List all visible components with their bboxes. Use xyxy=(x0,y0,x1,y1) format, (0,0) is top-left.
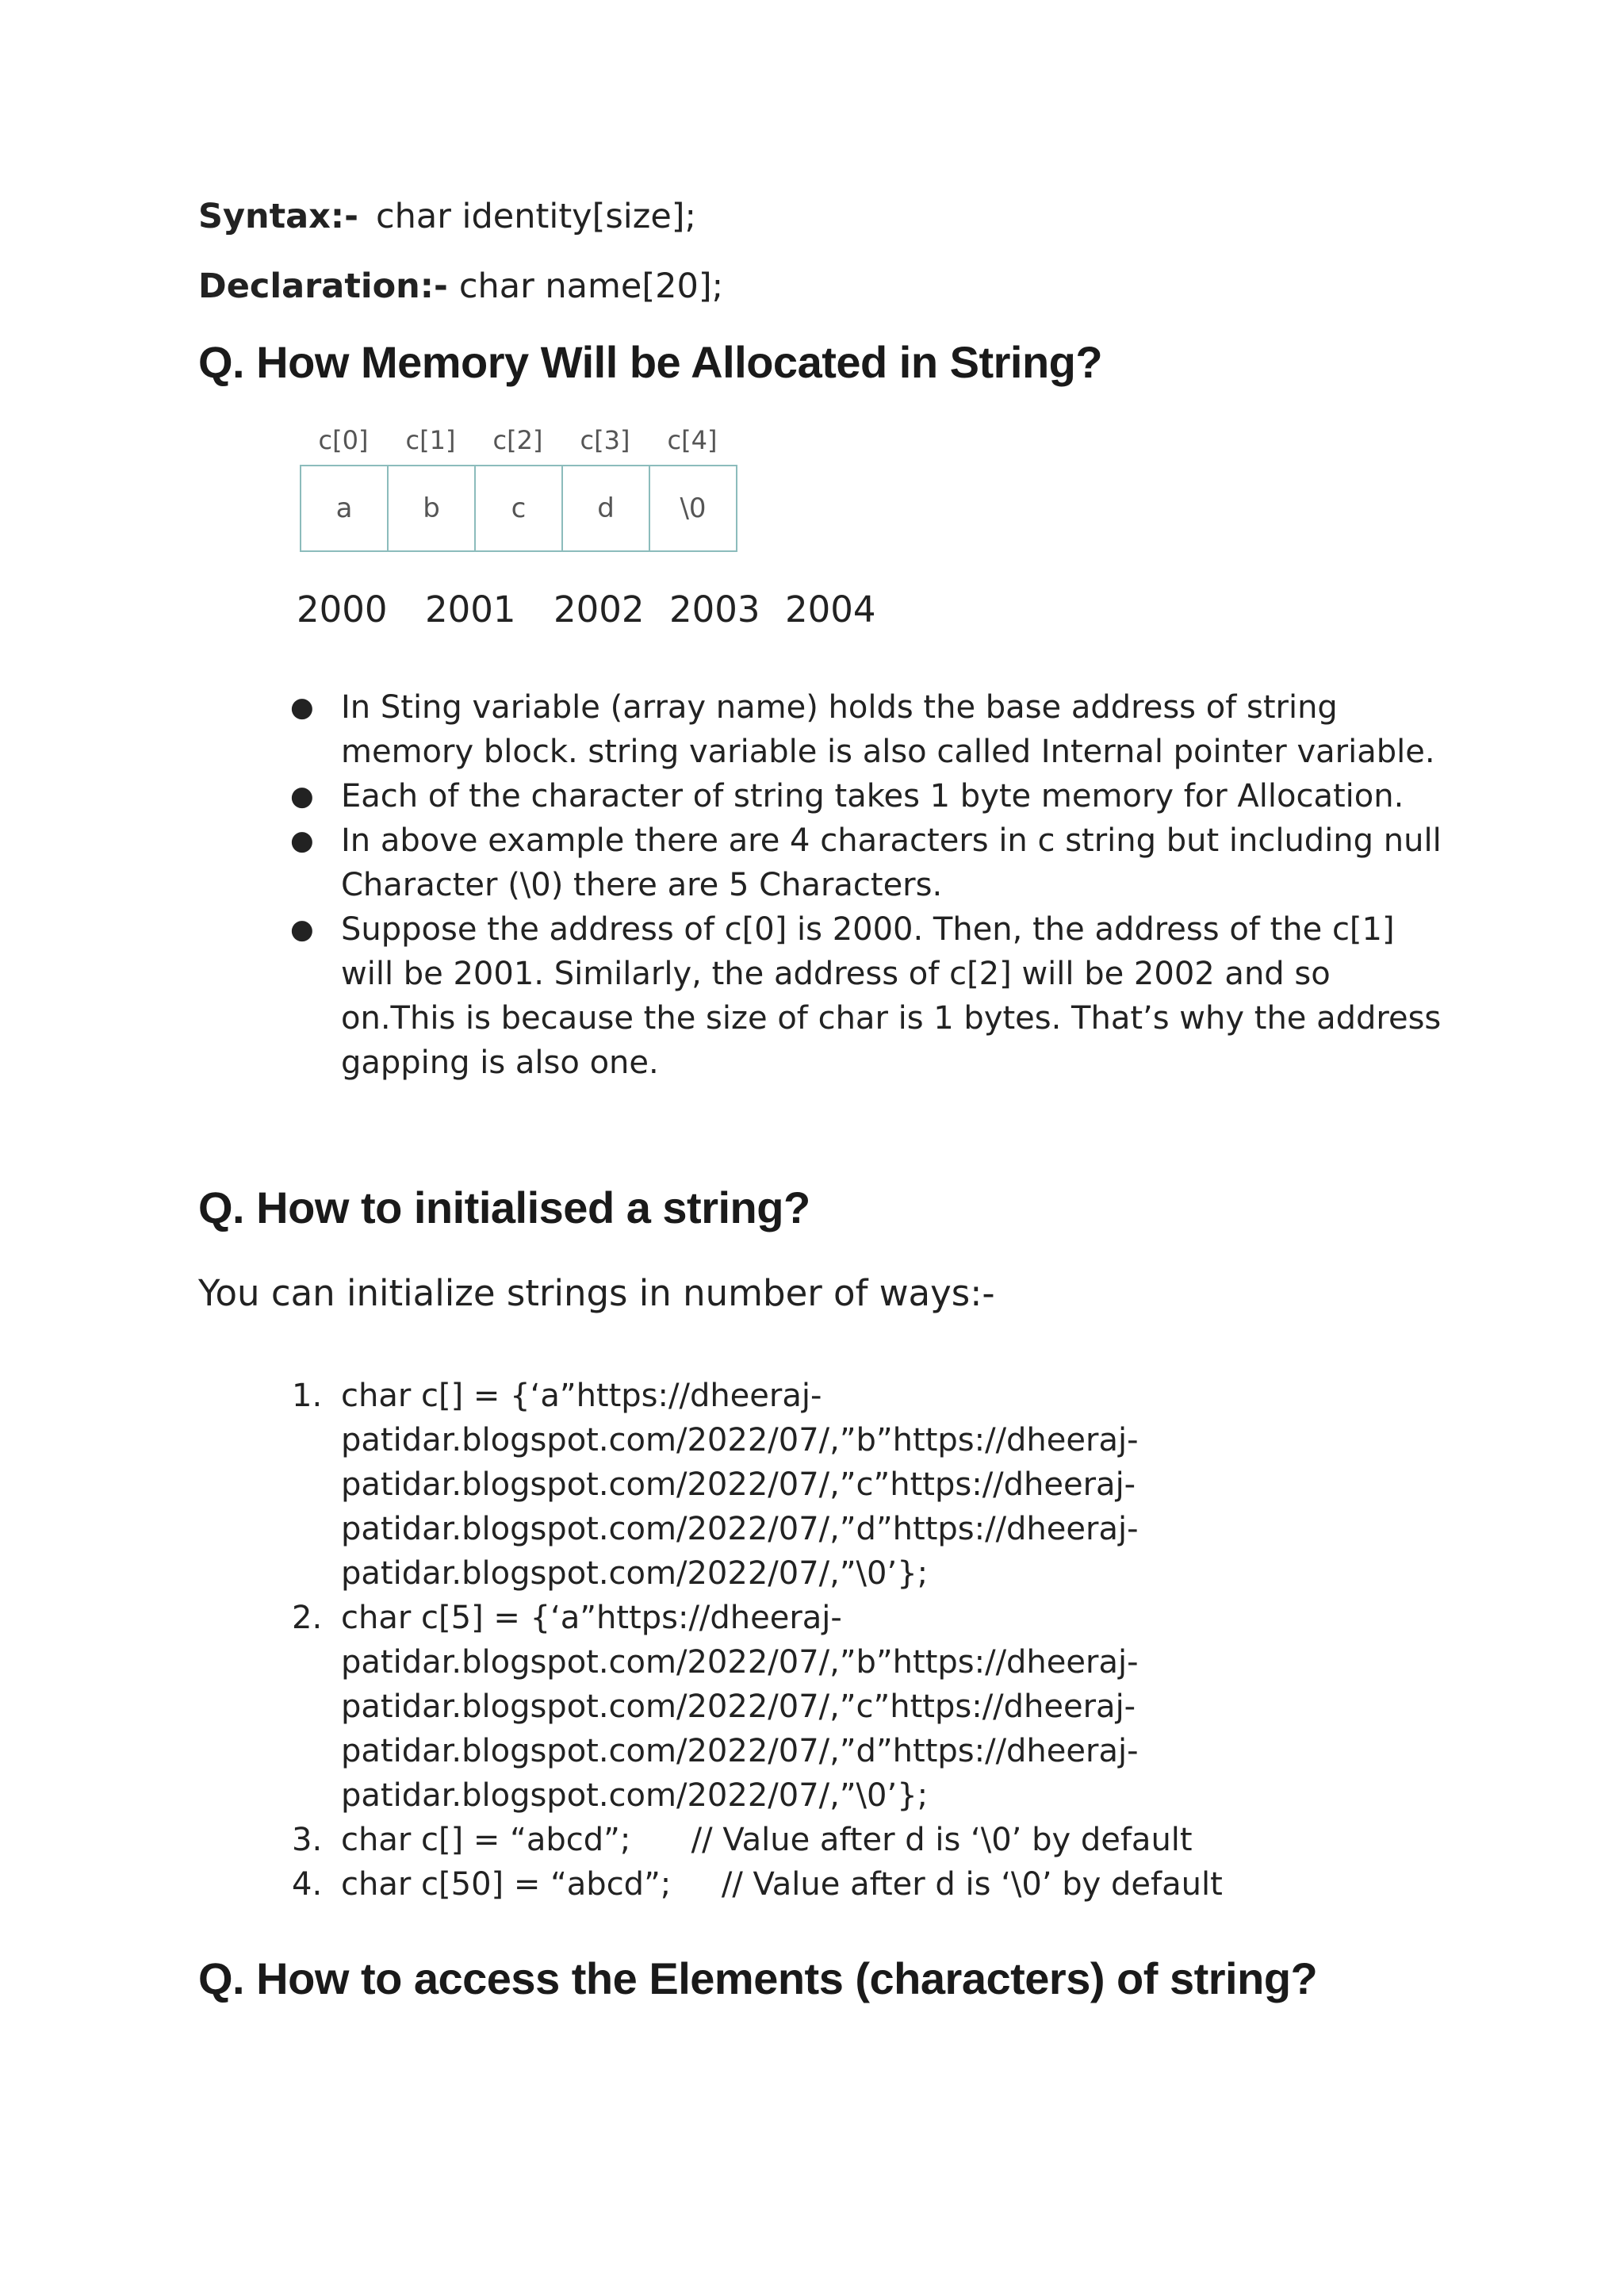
list-number: 1. xyxy=(292,1378,323,1414)
memory-index-label: c[1] xyxy=(405,425,456,455)
heading-initialise-string: Q. How to initialised a string? xyxy=(198,1182,810,1232)
memory-index-label: c[0] xyxy=(318,425,369,455)
memory-bullet-list xyxy=(285,685,1443,1085)
memory-index-label: c[2] xyxy=(492,425,543,455)
memory-cell: \0 xyxy=(680,493,707,524)
memory-cells xyxy=(300,465,737,552)
code-line: char c[] = “abcd”; // Value after d is ‘\0’ by default xyxy=(341,1822,1193,1858)
syntax-label: Syntax:- xyxy=(198,197,358,236)
list-item-text: Each of the character of string takes 1 byte memory for Allocation. xyxy=(341,778,1404,815)
intro-text: You can initialize strings in number of ways:- xyxy=(198,1272,995,1314)
list-item xyxy=(285,1374,1459,1596)
list-number: 2. xyxy=(292,1600,323,1636)
list-item xyxy=(285,1862,1459,1907)
memory-cell: b xyxy=(389,466,476,550)
memory-cell: a xyxy=(301,466,389,550)
list-item xyxy=(285,818,1443,907)
memory-address: 2003 xyxy=(669,588,760,631)
syntax-code: char identity[size]; xyxy=(375,197,697,236)
memory-index-label: c[4] xyxy=(667,425,718,455)
memory-address: 2004 xyxy=(785,588,876,631)
list-number: 3. xyxy=(292,1822,323,1858)
list-item xyxy=(285,685,1443,774)
code-line: char c[50] = “abcd”; // Value after d is ‘\0’ by default xyxy=(341,1866,1223,1903)
code-line: patidar.blogspot.com/2022/07/,”c”https://dheeraj- xyxy=(341,1688,1136,1725)
code-line: patidar.blogspot.com/2022/07/,”\0’}; xyxy=(341,1555,929,1592)
list-item xyxy=(285,907,1443,1085)
bullet-icon: ● xyxy=(290,825,314,857)
memory-index-label: c[3] xyxy=(580,425,630,455)
init-methods-list xyxy=(285,1374,1459,1907)
memory-cell: d xyxy=(563,466,650,550)
list-item xyxy=(285,774,1443,818)
code-line: patidar.blogspot.com/2022/07/,”d”https://dheeraj- xyxy=(341,1511,1139,1547)
memory-diagram xyxy=(298,425,742,560)
syntax-line xyxy=(198,197,696,236)
bullet-icon: ● xyxy=(290,692,314,723)
memory-address: 2002 xyxy=(553,588,645,631)
code-line: patidar.blogspot.com/2022/07/,”d”https://dheeraj- xyxy=(341,1733,1139,1769)
code-line: patidar.blogspot.com/2022/07/,”b”https://dheeraj- xyxy=(341,1422,1139,1458)
list-item xyxy=(285,1818,1459,1862)
declaration-label: Declaration:- xyxy=(198,266,448,306)
declaration-code: char name[20]; xyxy=(458,266,724,306)
code-line: patidar.blogspot.com/2022/07/,”c”https://dheeraj- xyxy=(341,1466,1136,1503)
code-line: char c[] = {‘a”https://dheeraj- xyxy=(341,1378,822,1414)
heading-memory-allocation: Q. How Memory Will be Allocated in String? xyxy=(198,337,1103,387)
memory-address: 2001 xyxy=(425,588,516,631)
declaration-line xyxy=(198,266,723,306)
memory-address: 2000 xyxy=(297,588,388,631)
code-line: char c[5] = {‘a”https://dheeraj- xyxy=(341,1600,842,1636)
list-item-text: In Sting variable (array name) holds the base address of string memory block. string variable is also called Internal pointer variable. xyxy=(341,689,1435,770)
list-item-text: Suppose the address of c[0] is 2000. Then, the address of the c[1] will be 2001. Similarly, the address of c[2] will be 2002 and so on.This is because the size of char is 1 bytes. That’s why the address gapping is also one. xyxy=(341,911,1442,1081)
bullet-icon: ● xyxy=(290,914,314,945)
bullet-icon: ● xyxy=(290,780,314,812)
code-line: patidar.blogspot.com/2022/07/,”b”https://dheeraj- xyxy=(341,1644,1139,1681)
list-item xyxy=(285,1596,1459,1818)
memory-cell: c xyxy=(476,466,563,550)
list-item-text: In above example there are 4 characters in c string but including null Character (\0) there are 5 Characters. xyxy=(341,822,1442,903)
list-number: 4. xyxy=(292,1866,323,1903)
heading-access-elements: Q. How to access the Elements (characters) of string? xyxy=(198,1953,1318,2003)
code-line: patidar.blogspot.com/2022/07/,”\0’}; xyxy=(341,1777,929,1814)
